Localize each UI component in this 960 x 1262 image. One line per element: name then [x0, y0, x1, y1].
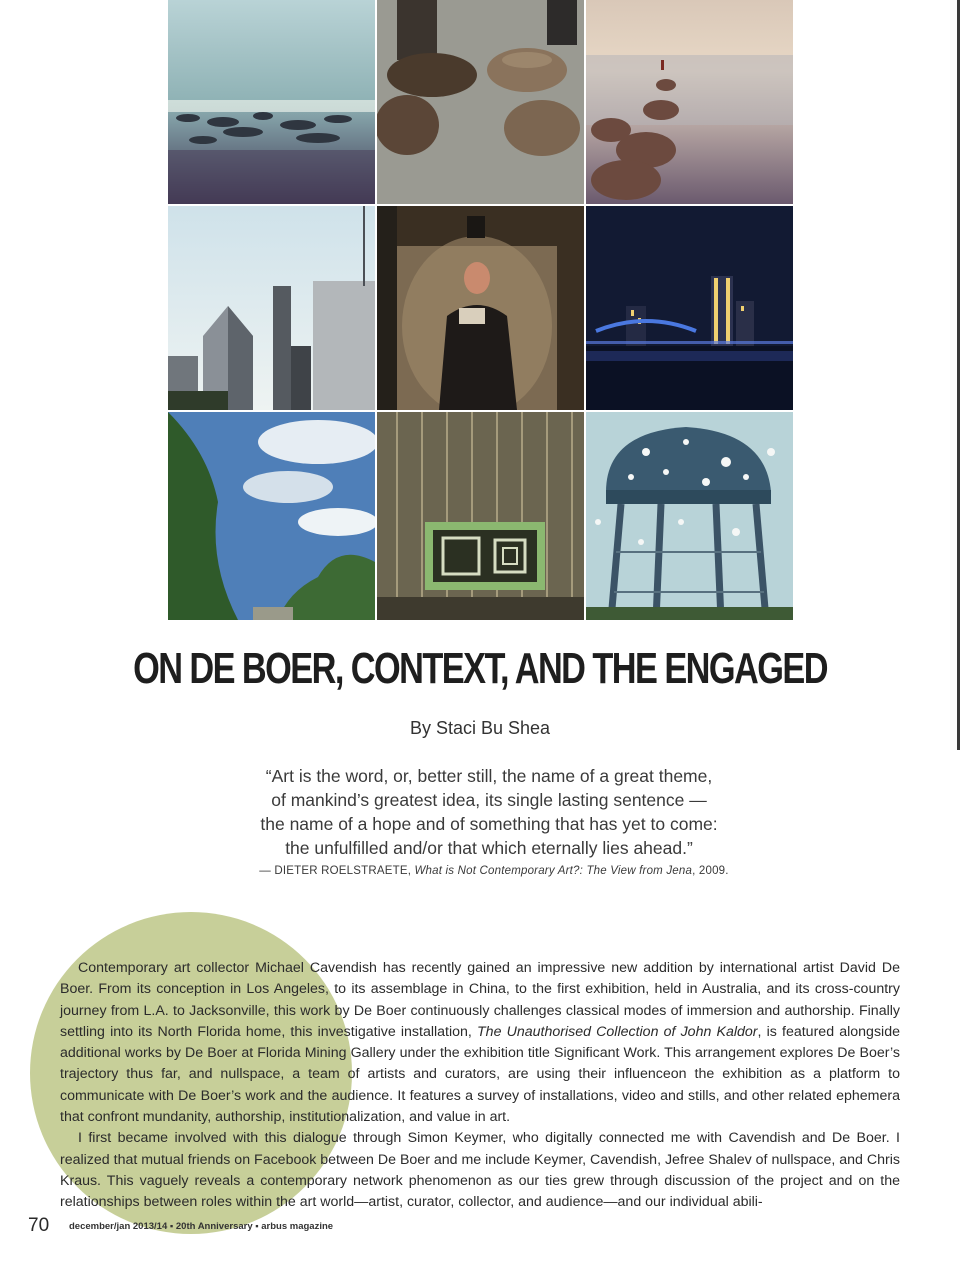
photo-grid	[168, 0, 793, 620]
epigraph-year: , 2009.	[692, 865, 729, 877]
epigraph-line: “Art is the word, or, better still, the name of a great theme,	[265, 766, 713, 786]
epigraph-line: the unfulfilled and/or that which eternally lies ahead.”	[285, 838, 693, 858]
artwork-title: The Unauthorised Collection of John Kaldor	[477, 1023, 758, 1040]
photo-shoes	[377, 0, 584, 204]
issue-footer: december/jan 2013/14 ▪ 20th Anniversary ▪ arbus magazine	[69, 1221, 334, 1232]
article-byline: By Staci Bu Shea	[409, 718, 551, 738]
photo-trees-sky	[168, 412, 375, 620]
epigraph-line: of mankind’s greatest idea, its single lasting sentence —	[271, 790, 707, 810]
photo-water-tower	[586, 412, 793, 620]
photo-night-bridge	[586, 206, 793, 410]
photo-installation	[377, 412, 584, 620]
epigraph-line: the name of a hope and of something that has yet to come:	[260, 814, 718, 834]
epigraph-attribution	[0, 865, 960, 877]
epigraph-source-title: What is Not Contemporary Art?: The View from Jena	[414, 865, 693, 877]
article-title: ON DE BOER, CONTEXT, AND THE ENGAGED	[133, 644, 827, 693]
body-text-run: Contemporary art collector Michael Cavendish has recently gained an impressive new addition by international artist David De Boer. From its conception in Los Angeles, to its assemblage in China, to the first exhibition, held in Australia, and its cross-country journey from L.A. to Jacksonville, this work by De Boer continuously challenges classical modes of immersion and authorship. Finally settling into its North Florida home, this investigative installation,	[60, 960, 900, 1040]
epigraph-quote	[0, 764, 960, 860]
photo-man-reading	[377, 206, 584, 410]
page-number: 70	[28, 1215, 50, 1236]
photo-shoreline	[586, 0, 793, 204]
article-body	[60, 958, 900, 1214]
body-paragraph	[60, 958, 900, 1128]
body-paragraph: I first became involved with this dialogue through Simon Keymer, who digitally connected me with Cavendish and De Boer. I realized that mutual friends on Facebook between De Boer and me include Keymer, Cavendish, Jefree Shalev of nullspace, and Chris Kraus. This vaguely reveals a contemporary network phenomenon as our ties grew through discussion of the project and on the relationships between roles within the art world—artist, curator, collector, and audience—and our individual abili-	[60, 1130, 900, 1211]
epigraph-author: — DIETER ROELSTRAETE,	[259, 865, 415, 877]
photo-city-skyline	[168, 206, 375, 410]
photo-lake-rocks	[168, 0, 375, 204]
body-text-run: , is featured alongside additional works by De Boer at Florida Mining Gallery under the exhibition title Significant Work. This arrangement explores De Boer’s trajectory thus far, and nullspace, a team of artists and curators, are using their influenceon the exhibition as a platform to communicate with De Boer’s work and the audience. It features a survey of installations, video and stills, and other related ephemera that confront mundanity, authorship, institutionalization, and value in art.	[60, 1023, 900, 1126]
